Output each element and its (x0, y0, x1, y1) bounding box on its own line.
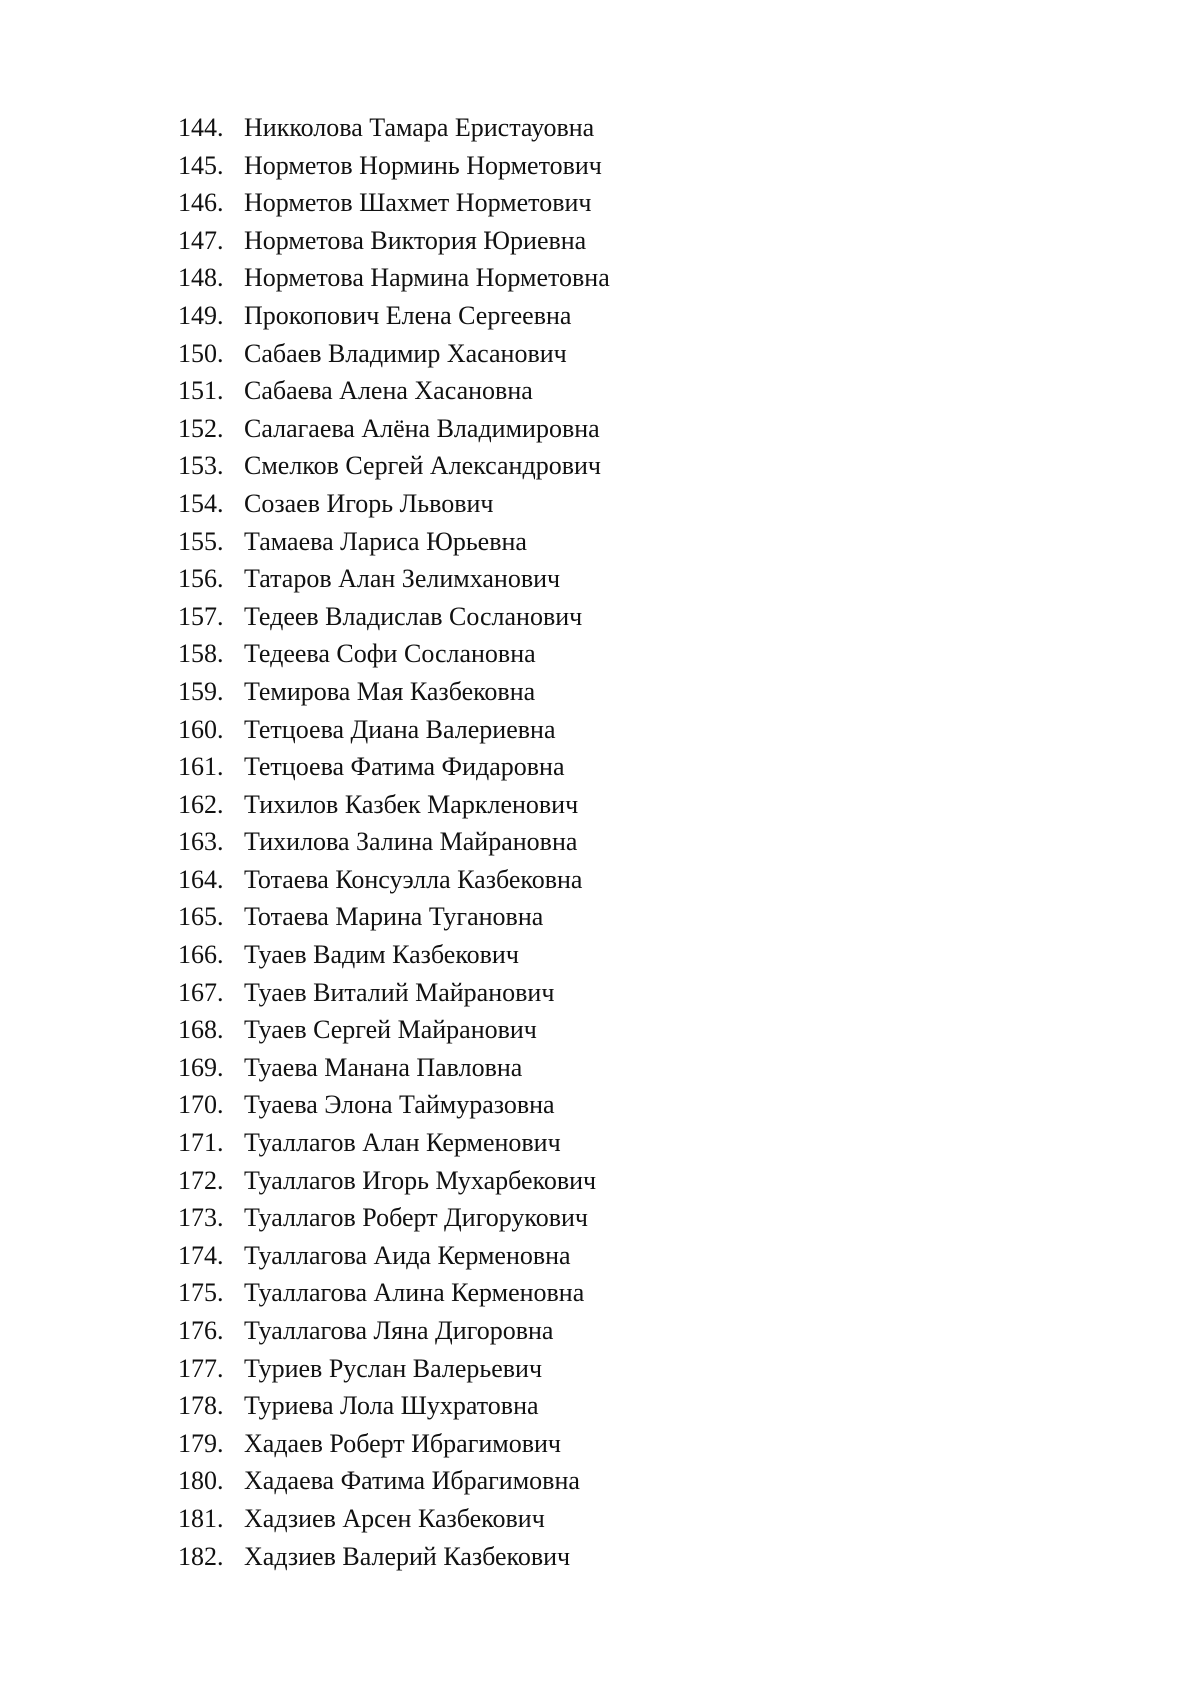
list-item-name: Тотаева Марина Тугановна (244, 902, 544, 932)
list-item (178, 1278, 610, 1316)
list-item-number: 178. (178, 1391, 224, 1421)
list-item-name: Темирова Мая Казбековна (244, 676, 536, 706)
list-item-number: 174. (178, 1240, 224, 1270)
list-item-number: 163. (178, 827, 224, 857)
list-item-name: Туаллагова Алина Керменовна (244, 1278, 585, 1308)
list-item-name: Туриева Лола Шухратовна (244, 1391, 539, 1421)
list-item (178, 301, 610, 339)
list-item-name: Хадаев Роберт Ибрагимович (244, 1428, 562, 1458)
list-item-name: Смелков Сергей Александрович (244, 451, 601, 481)
list-item-name: Тедеева Софи Сослановна (244, 639, 536, 669)
list-item-name: Тотаева Консуэлла Казбековна (244, 864, 583, 894)
list-item (178, 1090, 610, 1128)
list-item (178, 1166, 610, 1204)
list-item-number: 164. (178, 864, 224, 894)
list-item-name: Хадзиев Арсен Казбекович (244, 1503, 545, 1533)
list-item-number: 162. (178, 789, 224, 819)
list-item (178, 451, 610, 489)
list-item-name: Норметова Нармина Норметовна (244, 263, 610, 293)
list-item-name: Хадзиев Валерий Казбекович (244, 1541, 571, 1571)
list-item-name: Тедеев Владислав Сосланович (244, 601, 583, 631)
list-item (178, 1053, 610, 1091)
list-item-number: 171. (178, 1128, 224, 1158)
list-item-name: Салагаева Алёна Владимировна (244, 413, 600, 443)
list-item-number: 167. (178, 977, 224, 1007)
list-item-number: 179. (178, 1428, 224, 1458)
list-item-name: Туаев Виталий Майранович (244, 977, 555, 1007)
list-item (178, 1015, 610, 1053)
list-item-number: 159. (178, 676, 224, 706)
list-item-number: 151. (178, 376, 224, 406)
list-item-number: 157. (178, 601, 224, 631)
list-item-name: Никколова Тамара Еристауовна (244, 113, 595, 142)
list-item-number: 150. (178, 338, 224, 368)
list-item (178, 1391, 610, 1429)
list-item-number: 169. (178, 1052, 224, 1082)
list-item-number: 155. (178, 526, 224, 556)
list-item-number: 177. (178, 1353, 224, 1383)
list-item (178, 1466, 610, 1504)
list-item (178, 1504, 610, 1542)
list-item-name: Сабаев Владимир Хасанович (244, 338, 567, 368)
list-item-name: Туаллагова Аида Керменовна (244, 1240, 571, 1270)
list-item-number: 147. (178, 225, 224, 255)
list-item-number: 154. (178, 488, 224, 518)
list-item (178, 1542, 610, 1580)
list-item-number: 180. (178, 1466, 224, 1496)
list-item (178, 339, 610, 377)
list-item-name: Татаров Алан Зелимханович (244, 564, 561, 594)
list-item-name: Туаллагов Алан Керменович (244, 1128, 561, 1158)
list-item-name: Туаева Манана Павловна (244, 1052, 523, 1082)
list-item-name: Тихилова Залина Майрановна (244, 827, 578, 857)
list-item (178, 865, 610, 903)
list-item-number: 146. (178, 188, 224, 218)
list-item-name: Норметов Шахмет Норметович (244, 188, 592, 218)
list-item-number: 181. (178, 1503, 224, 1533)
list-item-number: 145. (178, 150, 224, 180)
list-item (178, 414, 610, 452)
list-item-number: 168. (178, 1015, 224, 1045)
list-item (178, 940, 610, 978)
list-item (178, 489, 610, 527)
list-item-name: Тетцоева Диана Валериевна (244, 714, 556, 744)
list-item-number: 166. (178, 940, 224, 970)
list-item-name: Тамаева Лариса Юрьевна (244, 526, 527, 556)
list-item-number: 173. (178, 1203, 224, 1233)
list-item-name: Норметова Виктория Юриевна (244, 225, 587, 255)
list-item (178, 376, 610, 414)
list-item-number: 176. (178, 1316, 224, 1345)
list-item (178, 113, 610, 151)
list-item-number: 156. (178, 564, 224, 594)
list-item (178, 1128, 610, 1166)
list-item-number: 172. (178, 1165, 224, 1195)
list-item-number: 149. (178, 300, 224, 330)
list-item (178, 677, 610, 715)
list-item-number: 160. (178, 714, 224, 744)
list-item-name: Хадаева Фатима Ибрагимовна (244, 1466, 580, 1496)
list-item (178, 263, 610, 301)
list-item-name: Тихилов Казбек Маркленович (244, 789, 579, 819)
list-item-name: Туаллагова Ляна Дигоровна (244, 1316, 554, 1345)
list-item-number: 165. (178, 902, 224, 932)
list-item (178, 1241, 610, 1279)
list-item (178, 602, 610, 640)
list-item (178, 715, 610, 753)
list-item (178, 978, 610, 1016)
list-item (178, 1429, 610, 1467)
list-item (178, 790, 610, 828)
list-item (178, 1316, 610, 1354)
list-item (178, 527, 610, 565)
list-item-number: 158. (178, 639, 224, 669)
list-item-name: Туаллагов Игорь Мухарбекович (244, 1165, 597, 1195)
list-item-name: Туаев Сергей Майранович (244, 1015, 537, 1045)
list-item-name: Сабаева Алена Хасановна (244, 376, 533, 406)
list-item (178, 564, 610, 602)
list-item (178, 151, 610, 189)
list-item-number: 144. (178, 113, 224, 142)
list-item (178, 226, 610, 264)
list-item-name: Туаев Вадим Казбекович (244, 940, 519, 970)
list-item-number: 148. (178, 263, 224, 293)
list-item-number: 153. (178, 451, 224, 481)
list-item-name: Тетцоева Фатима Фидаровна (244, 752, 565, 782)
list-item-name: Туаева Элона Таймуразовна (244, 1090, 555, 1120)
list-item-name: Туаллагов Роберт Дигорукович (244, 1203, 588, 1233)
list-item-number: 161. (178, 752, 224, 782)
list-item (178, 902, 610, 940)
list-item (178, 752, 610, 790)
list-item-name: Норметов Норминь Норметович (244, 150, 602, 180)
list-item (178, 188, 610, 226)
list-item (178, 1354, 610, 1392)
list-item (178, 1203, 610, 1241)
list-item-name: Туриев Руслан Валерьевич (244, 1353, 543, 1383)
list-item-number: 182. (178, 1541, 224, 1571)
name-list (178, 113, 610, 1579)
list-item-number: 175. (178, 1278, 224, 1308)
list-item-name: Созаев Игорь Львович (244, 488, 494, 518)
list-item-name: Прокопович Елена Сергеевна (244, 300, 572, 330)
list-item-number: 152. (178, 413, 224, 443)
list-item (178, 827, 610, 865)
list-item (178, 639, 610, 677)
list-item-number: 170. (178, 1090, 224, 1120)
